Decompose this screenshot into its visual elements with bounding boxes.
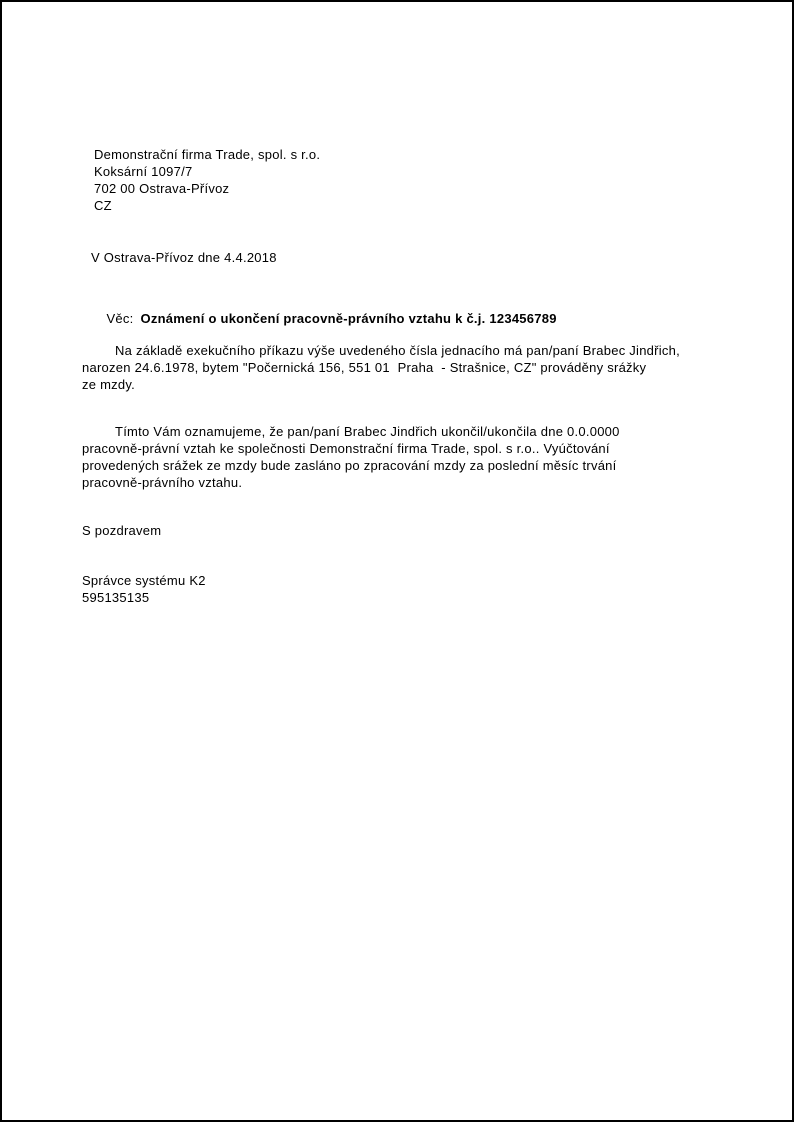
closing-text: S pozdravem [82,523,162,538]
sender-address-block [94,146,320,214]
date-line: V Ostrava-Přívoz dne 4.4.2018 [91,250,277,265]
date-line-block [91,249,277,266]
body-paragraph-1 [82,342,680,393]
paragraph-line: Tímto Vám oznamujeme, že pan/paní Brabec Jindřich ukončil/ukončila dne 0.0.0000 [115,424,620,439]
paragraph-line: pracovně-právní vztah ke společnosti Demonstrační firma Trade, spol. s r.o.. Vyúčtování [82,441,610,456]
paragraph-line: provedených srážek ze mzdy bude zasláno po zpracování mzdy za poslední měsíc trvání [82,458,617,473]
paragraph-line: Na základě exekučního příkazu výše uvedeného čísla jednacího má pan/paní Brabec Jindřich, [115,343,680,358]
sender-country: CZ [94,198,112,213]
subject-block [91,293,557,344]
paragraph-line: narozen 24.6.1978, bytem "Počernická 156, 551 01 Praha - Strašnice, CZ" prováděny srážky [82,360,647,375]
signature-name: Správce systému K2 [82,573,206,588]
subject-title: Oznámení o ukončení pracovně-právního vztahu k č.j. 123456789 [140,311,557,326]
subject-label: Věc: [106,311,134,326]
closing-block [82,522,161,539]
signature-phone: 595135135 [82,590,150,605]
body-paragraph-2 [82,423,620,491]
paragraph-line: pracovně-právního vztahu. [82,475,243,490]
paragraph-line: ze mzdy. [82,377,136,392]
signature-block [82,572,206,606]
sender-street: Koksární 1097/7 [94,164,193,179]
sender-company: Demonstrační firma Trade, spol. s r.o. [94,147,321,162]
sender-city: 702 00 Ostrava-Přívoz [94,181,230,196]
